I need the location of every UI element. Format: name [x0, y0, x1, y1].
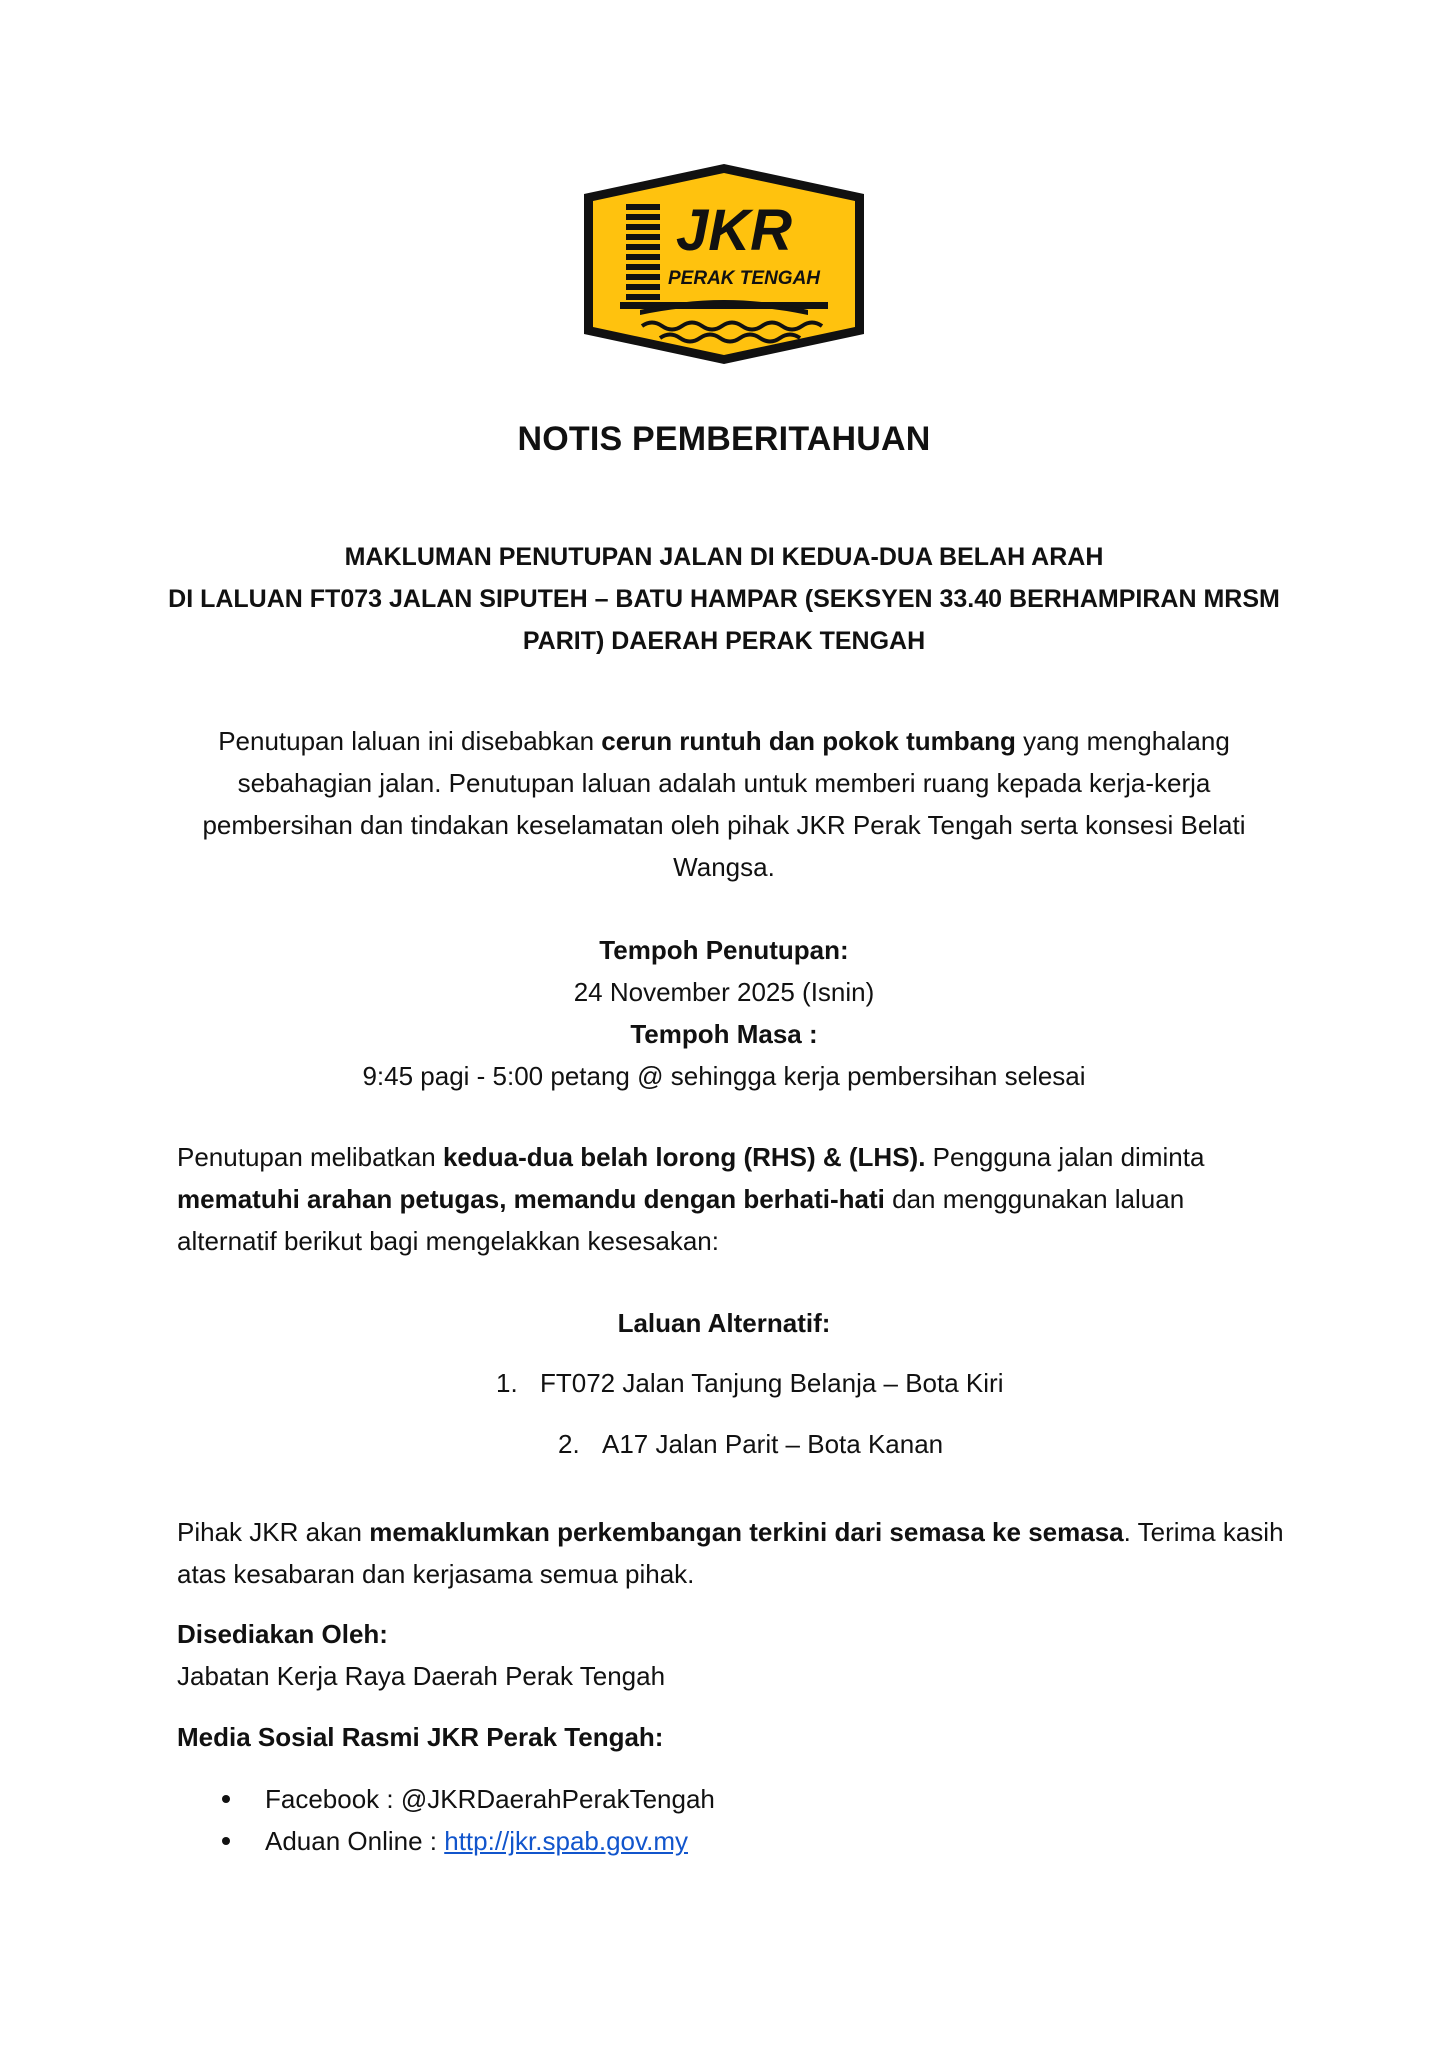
- online-complaint-label: Aduan Online :: [265, 1826, 445, 1856]
- bold-text: mematuhi arahan petugas, memandu dengan berhati-hati: [177, 1184, 885, 1214]
- text-span: yang menghalang: [1015, 726, 1230, 756]
- prepared-by-value: Jabatan Kerja Raya Daerah Perak Tengah: [177, 1661, 666, 1691]
- text-line: Wangsa.: [673, 852, 775, 882]
- bullet-icon: [222, 1795, 230, 1803]
- bold-text: memaklumkan perkembangan terkini dari semasa ke semasa: [369, 1517, 1124, 1547]
- text-line: atas kesabaran dan kerjasama semua pihak.: [177, 1559, 695, 1589]
- logo-sub-text: PERAK TENGAH: [668, 268, 821, 289]
- jkr-logo-graphic: [580, 160, 868, 368]
- route-text: FT072 Jalan Tanjung Belanja – Bota Kiri: [540, 1368, 1004, 1398]
- facebook-label: Facebook :: [265, 1784, 401, 1814]
- list-number: 1.: [496, 1368, 518, 1398]
- subtitle-line: PARIT) DAERAH PERAK TENGAH: [522, 627, 926, 655]
- logo-brand-text: JKR: [676, 198, 793, 263]
- list-number: 2.: [558, 1429, 580, 1459]
- text-span: Penutupan laluan ini disebabkan: [218, 726, 602, 756]
- text-line: alternatif berikut bagi mengelakkan kesesakan:: [177, 1226, 719, 1256]
- text-line: sebahagian jalan. Penutupan laluan adalah untuk memberi ruang kepada kerja-kerja: [237, 768, 1211, 798]
- jkr-logo: [580, 160, 868, 368]
- online-complaint-link[interactable]: http://jkr.spab.gov.my: [444, 1826, 688, 1856]
- list-item: [220, 1778, 1220, 1820]
- closure-reason-paragraph: [150, 720, 1298, 888]
- list-item: [558, 1423, 943, 1465]
- text-span: Pihak JKR akan: [177, 1517, 370, 1547]
- time-label: Tempoh Masa :: [630, 1019, 818, 1049]
- bullet-icon: [222, 1837, 230, 1845]
- lanes-paragraph: [177, 1136, 1287, 1262]
- alternative-routes-heading: Laluan Alternatif:: [617, 1308, 831, 1338]
- text-span: . Terima kasih: [1123, 1517, 1284, 1547]
- list-item: [496, 1362, 1003, 1404]
- subtitle-line: DI LALUAN FT073 JALAN SIPUTEH – BATU HAMPAR (SEKSYEN 33.40 BERHAMPIRAN MRSM: [168, 585, 1280, 613]
- route-text: A17 Jalan Parit – Bota Kanan: [602, 1429, 944, 1459]
- prepared-by-label: Disediakan Oleh:: [177, 1619, 388, 1649]
- notice-subtitle: [150, 536, 1298, 662]
- subtitle-line: MAKLUMAN PENUTUPAN JALAN DI KEDUA-DUA BELAH ARAH: [344, 543, 1104, 571]
- social-media-label: Media Sosial Rasmi JKR Perak Tengah:: [177, 1722, 664, 1752]
- time-value: 9:45 pagi - 5:00 petang @ sehingga kerja pembersihan selesai: [362, 1061, 1086, 1091]
- text-span: dan menggunakan laluan: [884, 1184, 1185, 1214]
- text-line: pembersihan dan tindakan keselamatan oleh pihak JKR Perak Tengah serta konsesi Belati: [202, 810, 1246, 840]
- text-span: Pengguna jalan diminta: [925, 1142, 1205, 1172]
- updates-paragraph: [177, 1511, 1287, 1595]
- period-value: 24 November 2025 (Isnin): [573, 977, 875, 1007]
- page-title: NOTIS PEMBERITAHUAN: [517, 420, 931, 458]
- bold-text: cerun runtuh dan pokok tumbang: [601, 726, 1016, 756]
- facebook-handle: @JKRDaerahPerakTengah: [400, 1784, 715, 1814]
- text-span: Penutupan melibatkan: [177, 1142, 443, 1172]
- social-media-list: [220, 1778, 1220, 1862]
- list-item: [220, 1820, 1220, 1862]
- bold-text: kedua-dua belah lorong (RHS) & (LHS).: [442, 1142, 926, 1172]
- period-label: Tempoh Penutupan:: [599, 935, 849, 965]
- closure-period: [150, 929, 1298, 1097]
